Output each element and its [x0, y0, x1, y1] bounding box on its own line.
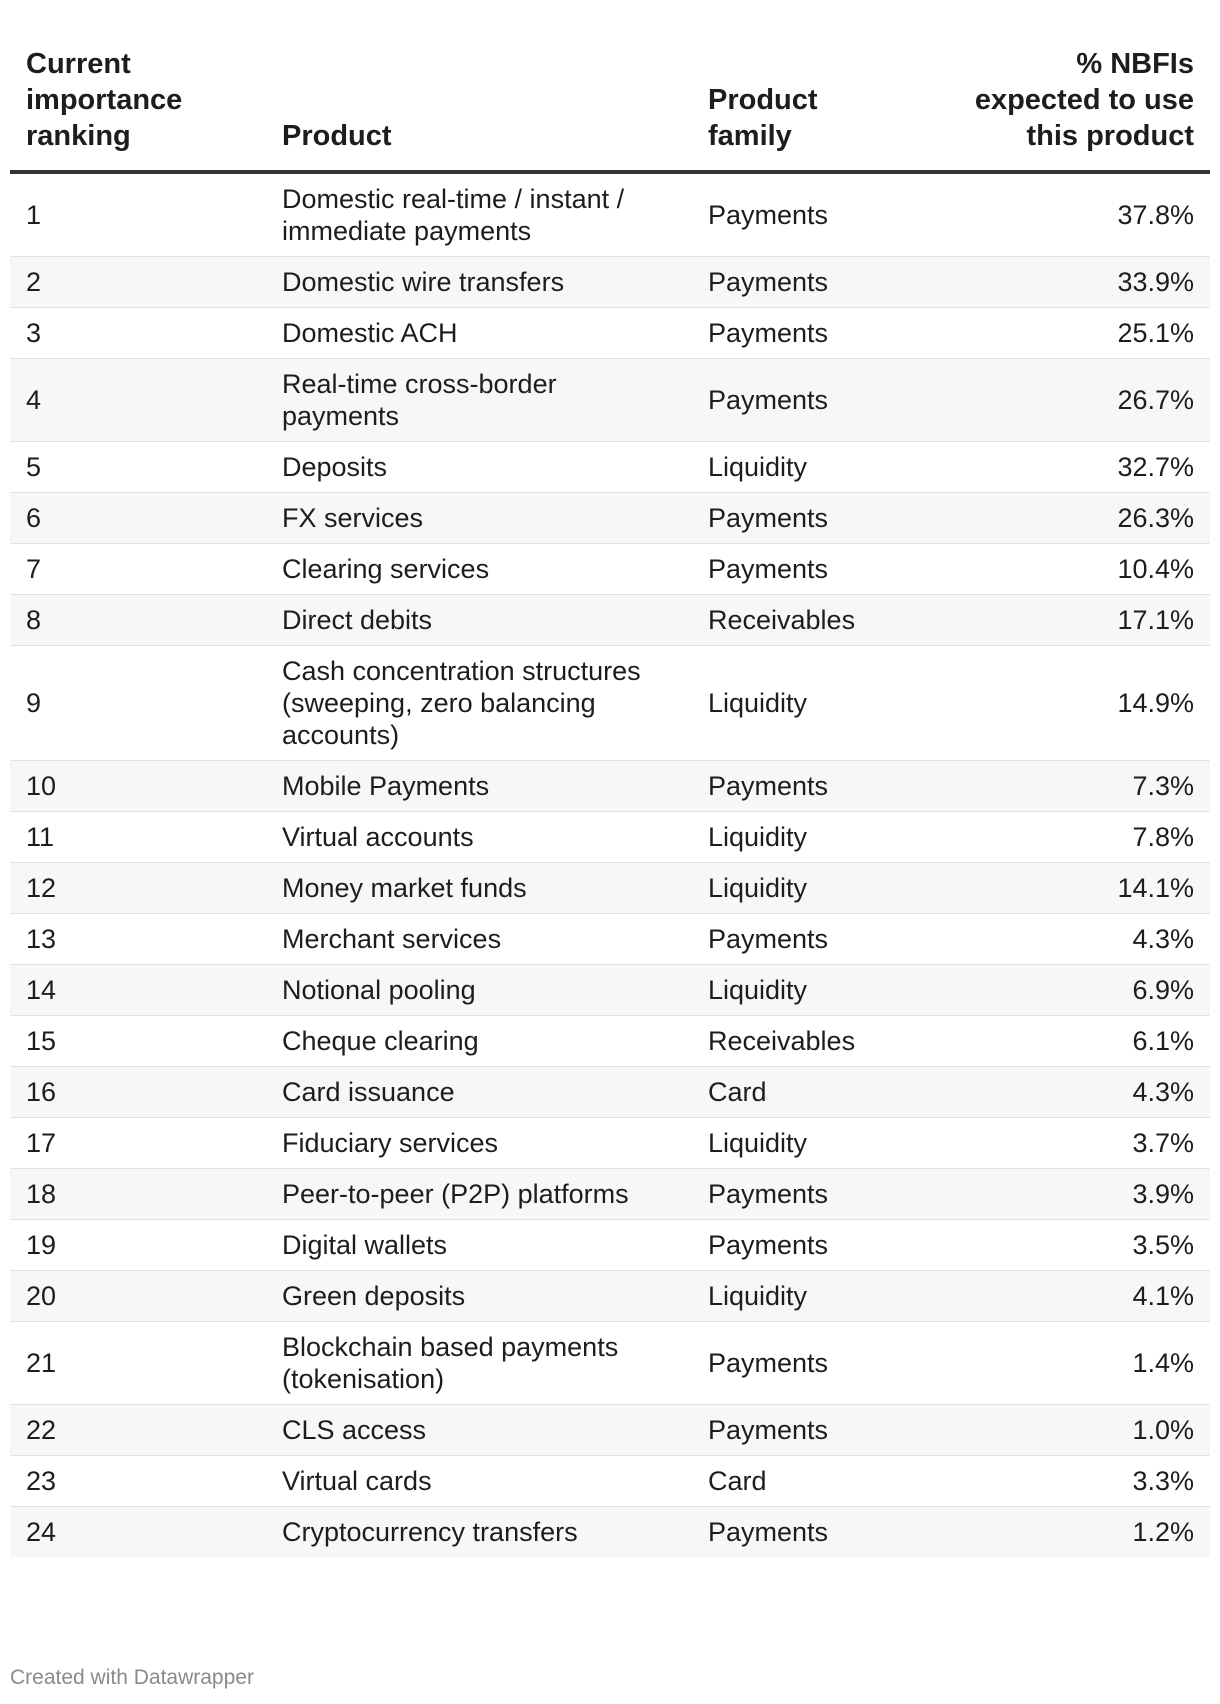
cell-product-family: Payments — [692, 172, 952, 257]
cell-product: Domestic ACH — [266, 308, 692, 359]
cell-product-family: Receivables — [692, 1016, 952, 1067]
cell-ranking: 1 — [10, 172, 266, 257]
cell-product: Deposits — [266, 442, 692, 493]
table-row — [10, 1271, 1210, 1322]
table-row — [10, 1405, 1210, 1456]
cell-product-family: Liquidity — [692, 965, 952, 1016]
cell-percent: 33.9% — [952, 257, 1210, 308]
cell-percent: 32.7% — [952, 442, 1210, 493]
table-row — [10, 1067, 1210, 1118]
cell-product: Money market funds — [266, 863, 692, 914]
header-product-label: Product — [282, 120, 392, 152]
table-row — [10, 544, 1210, 595]
cell-product: Domestic real-time / instant / immediate payments — [266, 172, 692, 257]
column-header-product[interactable] — [266, 36, 692, 172]
cell-product: Virtual cards — [266, 1456, 692, 1507]
header-family-line-1: Product — [708, 84, 818, 116]
column-header-ranking[interactable] — [10, 36, 266, 172]
cell-percent: 14.9% — [952, 646, 1210, 761]
header-percent-line-3: this product — [1026, 120, 1194, 152]
cell-product-family: Card — [692, 1067, 952, 1118]
cell-ranking: 17 — [10, 1118, 266, 1169]
table-row — [10, 1322, 1210, 1405]
table-row — [10, 308, 1210, 359]
cell-ranking: 4 — [10, 359, 266, 442]
cell-ranking: 24 — [10, 1507, 266, 1558]
cell-product: Merchant services — [266, 914, 692, 965]
table-row — [10, 442, 1210, 493]
cell-product-family: Payments — [692, 493, 952, 544]
header-percent-line-2: expected to use — [974, 84, 1194, 116]
cell-product-family: Payments — [692, 761, 952, 812]
cell-ranking: 16 — [10, 1067, 266, 1118]
cell-product: Direct debits — [266, 595, 692, 646]
cell-percent: 1.4% — [952, 1322, 1210, 1405]
cell-ranking: 9 — [10, 646, 266, 761]
cell-product: Real-time cross-border payments — [266, 359, 692, 442]
cell-product: Peer-to-peer (P2P) platforms — [266, 1169, 692, 1220]
cell-product-family: Payments — [692, 544, 952, 595]
table-row — [10, 965, 1210, 1016]
table-row — [10, 1169, 1210, 1220]
table-row — [10, 1016, 1210, 1067]
cell-ranking: 20 — [10, 1271, 266, 1322]
cell-product: Fiduciary services — [266, 1118, 692, 1169]
cell-ranking: 15 — [10, 1016, 266, 1067]
cell-product-family: Payments — [692, 1220, 952, 1271]
cell-product-family: Liquidity — [692, 863, 952, 914]
cell-product-family: Liquidity — [692, 1271, 952, 1322]
cell-product: Virtual accounts — [266, 812, 692, 863]
cell-product-family: Payments — [692, 1169, 952, 1220]
cell-ranking: 13 — [10, 914, 266, 965]
cell-product: Domestic wire transfers — [266, 257, 692, 308]
cell-percent: 25.1% — [952, 308, 1210, 359]
cell-product-family: Liquidity — [692, 646, 952, 761]
cell-ranking: 11 — [10, 812, 266, 863]
table-row — [10, 863, 1210, 914]
cell-ranking: 19 — [10, 1220, 266, 1271]
cell-ranking: 22 — [10, 1405, 266, 1456]
cell-ranking: 7 — [10, 544, 266, 595]
cell-product-family: Payments — [692, 914, 952, 965]
cell-product: Digital wallets — [266, 1220, 692, 1271]
cell-percent: 7.3% — [952, 761, 1210, 812]
header-row — [10, 36, 1210, 172]
cell-product: Card issuance — [266, 1067, 692, 1118]
cell-percent: 4.1% — [952, 1271, 1210, 1322]
cell-product: FX services — [266, 493, 692, 544]
cell-product: Cheque clearing — [266, 1016, 692, 1067]
cell-product: Mobile Payments — [266, 761, 692, 812]
cell-ranking: 23 — [10, 1456, 266, 1507]
cell-product-family: Liquidity — [692, 1118, 952, 1169]
header-percent-line-1: % NBFIs — [1076, 48, 1194, 80]
table-row — [10, 493, 1210, 544]
header-ranking-line-2: importance — [26, 84, 183, 116]
column-header-percent[interactable] — [952, 36, 1210, 172]
table-body — [10, 172, 1210, 1557]
cell-percent: 1.0% — [952, 1405, 1210, 1456]
cell-percent: 37.8% — [952, 172, 1210, 257]
cell-product: Clearing services — [266, 544, 692, 595]
cell-percent: 14.1% — [952, 863, 1210, 914]
cell-product-family: Payments — [692, 1322, 952, 1405]
column-header-family[interactable] — [692, 36, 952, 172]
cell-percent: 4.3% — [952, 914, 1210, 965]
header-ranking-line-1: Current — [26, 48, 131, 80]
cell-ranking: 18 — [10, 1169, 266, 1220]
cell-product: CLS access — [266, 1405, 692, 1456]
table-row — [10, 812, 1210, 863]
table-row — [10, 257, 1210, 308]
cell-product-family: Receivables — [692, 595, 952, 646]
cell-ranking: 2 — [10, 257, 266, 308]
cell-percent: 3.7% — [952, 1118, 1210, 1169]
cell-product-family: Payments — [692, 1405, 952, 1456]
cell-ranking: 3 — [10, 308, 266, 359]
cell-ranking: 6 — [10, 493, 266, 544]
cell-percent: 6.9% — [952, 965, 1210, 1016]
cell-percent: 10.4% — [952, 544, 1210, 595]
cell-product-family: Payments — [692, 257, 952, 308]
cell-product: Green deposits — [266, 1271, 692, 1322]
header-ranking-line-3: ranking — [26, 120, 131, 152]
table-row — [10, 646, 1210, 761]
cell-product: Cryptocurrency transfers — [266, 1507, 692, 1558]
cell-percent: 17.1% — [952, 595, 1210, 646]
table-row — [10, 1507, 1210, 1558]
cell-percent: 3.9% — [952, 1169, 1210, 1220]
cell-percent: 4.3% — [952, 1067, 1210, 1118]
cell-product: Blockchain based payments (tokenisation) — [266, 1322, 692, 1405]
cell-percent: 3.5% — [952, 1220, 1210, 1271]
cell-percent: 26.3% — [952, 493, 1210, 544]
data-table — [10, 36, 1210, 1557]
cell-product-family: Liquidity — [692, 442, 952, 493]
cell-product: Notional pooling — [266, 965, 692, 1016]
cell-product-family: Payments — [692, 1507, 952, 1558]
table-row — [10, 1118, 1210, 1169]
cell-ranking: 21 — [10, 1322, 266, 1405]
cell-ranking: 5 — [10, 442, 266, 493]
table-row — [10, 595, 1210, 646]
cell-ranking: 10 — [10, 761, 266, 812]
table-row — [10, 1456, 1210, 1507]
cell-product-family: Liquidity — [692, 812, 952, 863]
cell-percent: 1.2% — [952, 1507, 1210, 1558]
cell-ranking: 12 — [10, 863, 266, 914]
table-row — [10, 359, 1210, 442]
cell-product-family: Card — [692, 1456, 952, 1507]
header-family-line-2: family — [708, 120, 792, 152]
cell-percent: 7.8% — [952, 812, 1210, 863]
cell-product: Cash concentration structures (sweeping, zero balancing accounts) — [266, 646, 692, 761]
cell-ranking: 14 — [10, 965, 266, 1016]
cell-product-family: Payments — [692, 359, 952, 442]
cell-percent: 3.3% — [952, 1456, 1210, 1507]
cell-ranking: 8 — [10, 595, 266, 646]
cell-product-family: Payments — [692, 308, 952, 359]
cell-percent: 6.1% — [952, 1016, 1210, 1067]
cell-percent: 26.7% — [952, 359, 1210, 442]
table-row — [10, 172, 1210, 257]
table-row — [10, 914, 1210, 965]
datawrapper-credit: Created with Datawrapper — [10, 1666, 254, 1689]
table-row — [10, 761, 1210, 812]
table-row — [10, 1220, 1210, 1271]
